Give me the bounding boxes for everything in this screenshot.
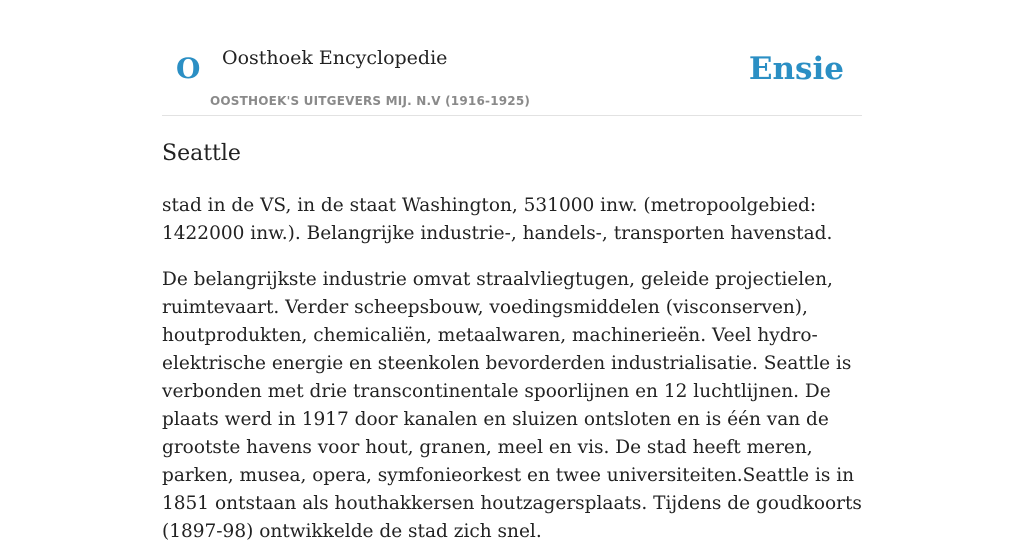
article-paragraph: stad in de VS, in de staat Washington, 531000 inw. (metropoolgebied: 1422000 inw.). Belangrijke industrie-, handels-, transporten havenstad.	[162, 195, 833, 244]
article	[162, 138, 862, 546]
article-paragraph: De belangrijkste industrie omvat straalvliegtugen, geleide projectielen, ruimtevaart. Verder scheepsbouw, voedingsmiddelen (visconserven), houtprodukten, chemicaliën, metaalwaren, machinerieën. Veel hydro-elektrische energie en steenkolen bevorderden industrialisatie. Seattle is verbonden met drie transcontinentale spoorlijnen en 12 luchtlijnen. De plaats werd in 1917 door kanalen en sluizen ontsloten en is één van de grootste havens voor hout, granen, meel en vis. De stad heeft meren, parken, musea, opera, symfonieorkest en twee universiteiten.Seattle is in 1851 ontstaan als houthakkersen houtzagersplaats. Tijdens de goudkoorts (1897-98) ontwikkelde de stad zich snel.	[162, 269, 862, 542]
entry-title: Seattle	[162, 141, 241, 166]
site-header	[162, 0, 862, 116]
source-title[interactable]: Oosthoek Encyclopedie	[222, 47, 448, 69]
source-subtitle: OOSTHOEK'S UITGEVERS MIJ. N.V (1916-1925)	[210, 94, 531, 108]
source-logo[interactable]: O	[176, 52, 201, 85]
brand-logo[interactable]: Ensie	[748, 51, 844, 87]
